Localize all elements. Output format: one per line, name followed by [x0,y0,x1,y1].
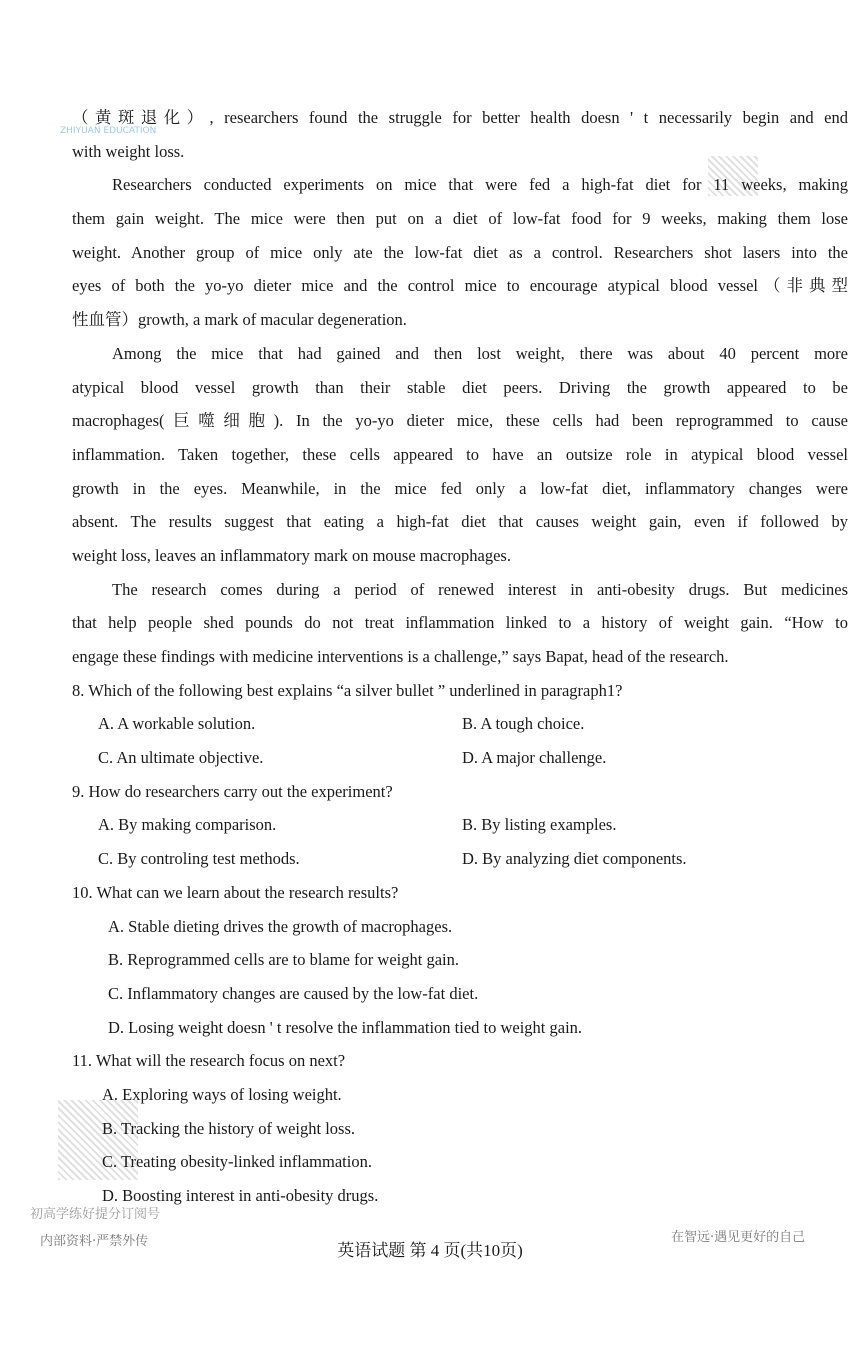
answer-option: A. By making comparison. [98,815,277,835]
question-stem: 9. How do researchers carry out the experiment? [72,781,393,801]
footer-right-note: 在智远·遇见更好的自己 [671,1230,806,1245]
answer-option: C. An ultimate objective. [98,748,264,768]
passage-line: growth in the eyes. Meanwhile, in the mice fed only a low-fat diet, inflammatory changes were [72,478,848,498]
page-number: 英语试题 第 4 页(共10页) [337,1241,523,1260]
passage-line: （黄斑退化）, researchers found the struggle for better health doesn ' t necessarily begin and end [72,108,848,127]
passage-line: atypical blood vessel growth than their stable diet peers. Driving the growth appeared to be [72,377,848,397]
answer-option: D. A major challenge. [462,748,607,768]
option-row [72,842,848,876]
passage-line: Among the mice that had gained and then lost weight, there was about 40 percent more [112,343,848,363]
passage-line: that help people shed pounds do not treat inflammation linked to a history of weight gain. “How to [72,613,848,633]
answer-option: D. Boosting interest in anti-obesity drugs. [102,1186,379,1205]
answer-option: A. A workable solution. [98,714,256,734]
passage-line: absent. The results suggest that eating a high-fat diet that causes weight gain, even if followed by [72,512,848,532]
question-stem: 11. What will the research focus on next? [72,1051,346,1071]
passage-line: eyes of both the yo-yo dieter mice and the control mice to encourage atypical blood vessel（非典型 [72,276,848,296]
footer-left-note: 内部资料·严禁外传 [40,1234,149,1249]
passage-line: weight. Another group of mice only ate the low-fat diet as a control. Researchers shot lasers into the [72,242,848,262]
option-row [72,808,848,842]
answer-option: D. By analyzing diet components. [462,849,687,869]
passage-line: them gain weight. The mice were then put on a diet of low-fat food for 9 weeks, making them lose [72,209,848,229]
answer-option: A. Exploring ways of losing weight. [102,1084,342,1104]
passage-line: with weight loss. [72,141,185,161]
passage-line: Researchers conducted experiments on mice that were fed a high-fat diet for 11 weeks, making [112,175,848,195]
watermark-note: 初高学练好提分订阅号 [30,1207,161,1222]
passage-line: inflammation. Taken together, these cells appeared to have an outsize role in atypical blood vessel [72,444,848,464]
question-stem: 8. Which of the following best explains “a silver bullet ” underlined in paragraph1? [72,680,623,700]
logo-text: ZHIYUAN EDUCATION [60,126,157,136]
answer-option: C. Inflammatory changes are caused by the low-fat diet. [108,983,479,1003]
answer-option: C. Treating obesity-linked inflammation. [102,1152,372,1172]
answer-option: B. Reprogrammed cells are to blame for weight gain. [108,950,459,970]
passage-line: 性血管）growth, a mark of macular degeneration. [72,310,407,330]
answer-option: B. By listing examples. [462,815,617,835]
option-row [72,741,848,775]
answer-option: C. By controling test methods. [98,849,300,869]
answer-option: B. Tracking the history of weight loss. [102,1118,356,1138]
answer-option: B. A tough choice. [462,714,585,734]
passage-line: engage these findings with medicine interventions is a challenge,” says Bapat, head of the research. [72,647,729,666]
passage-line: weight loss, leaves an inflammatory mark on mouse macrophages. [72,545,511,565]
document-body [72,101,848,1213]
passage-line: macrophages(巨噬细胞). In the yo-yo dieter mice, these cells had been reprogrammed to cause [72,411,848,431]
question-stem: 10. What can we learn about the research results? [72,882,399,902]
option-row [72,707,848,741]
answer-option: D. Losing weight doesn ' t resolve the inflammation tied to weight gain. [108,1017,583,1037]
passage-line: The research comes during a period of renewed interest in anti-obesity drugs. But medicines [112,579,848,599]
answer-option: A. Stable dieting drives the growth of macrophages. [108,916,453,936]
